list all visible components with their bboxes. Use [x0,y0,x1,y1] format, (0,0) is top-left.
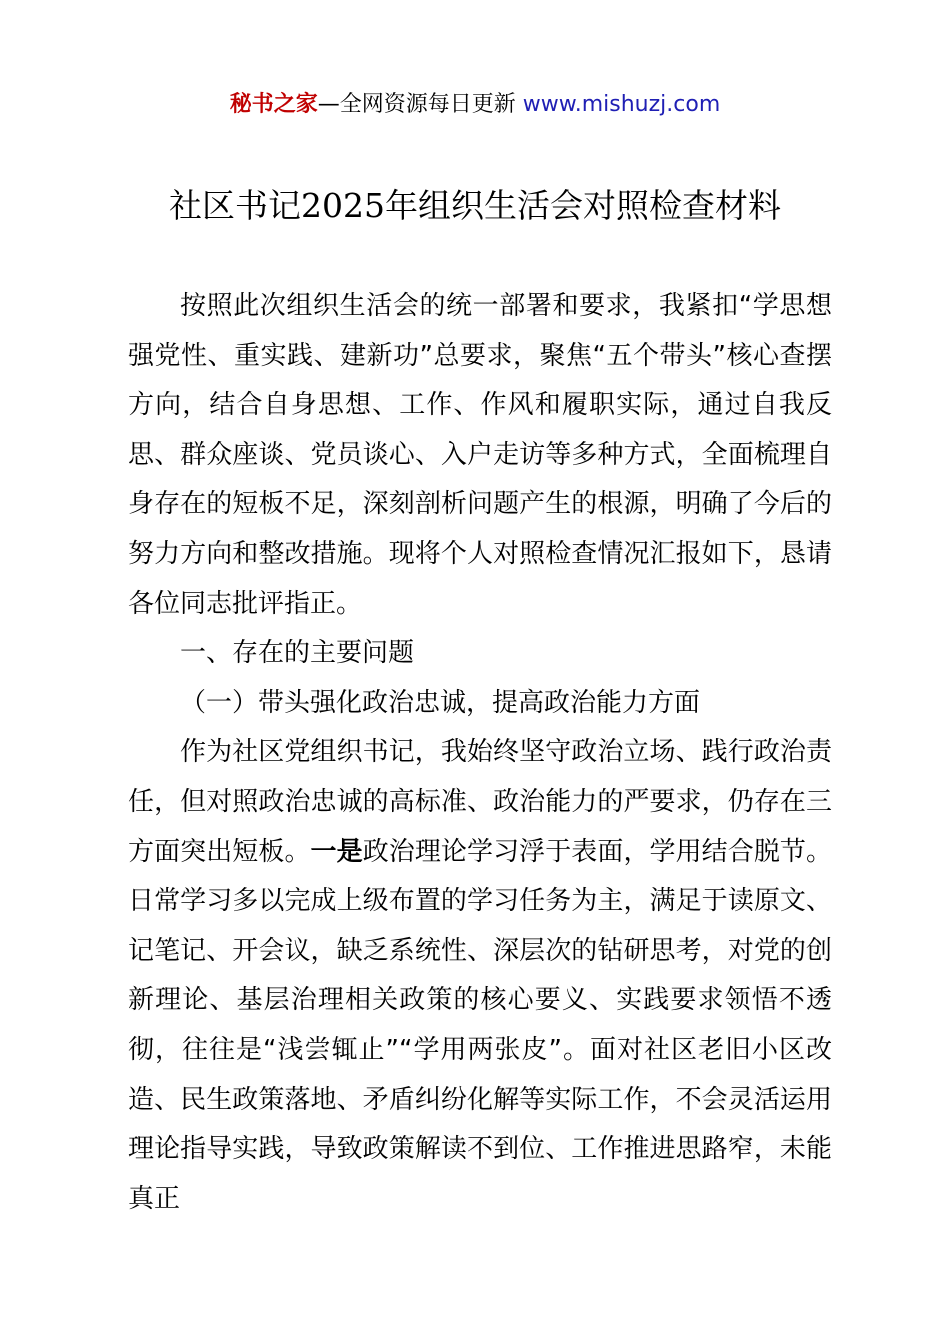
section-heading: 一、存在的主要问题 [180,638,415,669]
page-header [0,88,950,122]
paragraph-text: 作为社区党组织书记，我始终坚守政治立场、践行政治责任，但对照政治忠诚的高标准、政治能力的严要求，仍存在三方面突出短板。 [128,737,832,867]
intro-paragraph: 按照此次组织生活会的统一部署和要求，我紧扣“学思想强党性、重实践、建新功”总要求，聚焦“五个带头”核心查摆方向，结合自身思想、工作、作风和履职实际，通过自我反思、群众座谈、党员谈心、入户走访等多种方式，全面梳理自身存在的短板不足，深刻剖析问题产生的根源，明确了今后的努力方向和整改措施。现将个人对照检查情况汇报如下，恳请各位同志批评指正。 [128,291,832,619]
header-slogan: —全网资源每日更新 [317,92,523,117]
brand-name: 秘书之家 [229,92,318,117]
document-title: 社区书记2025年组织生活会对照检查材料 [169,186,781,225]
document-body [128,282,832,1224]
bold-marker: 一是 [310,836,363,867]
body-paragraph [128,728,832,1224]
paragraph-text: 政治理论学习浮于表面，学用结合脱节。日常学习多以完成上级布置的学习任务为主，满足于读原文、记笔记、开会议，缺乏系统性、深层次的钻研思考，对党的创新理论、基层治理相关政策的核心要义、实践要求领悟不透彻，往往是“浅尝辄止”“学用两张皮”。面对社区老旧小区改造、民生政策落地、矛盾纠纷化解等实际工作，不会灵活运用理论指导实践，导致政策解读不到位、工作推进思路窄，未能真正 [128,836,832,1214]
website-link[interactable]: www.mishuzj.com [522,92,721,117]
subsection-heading: （一）带头强化政治忠诚，提高政治能力方面 [180,687,701,718]
